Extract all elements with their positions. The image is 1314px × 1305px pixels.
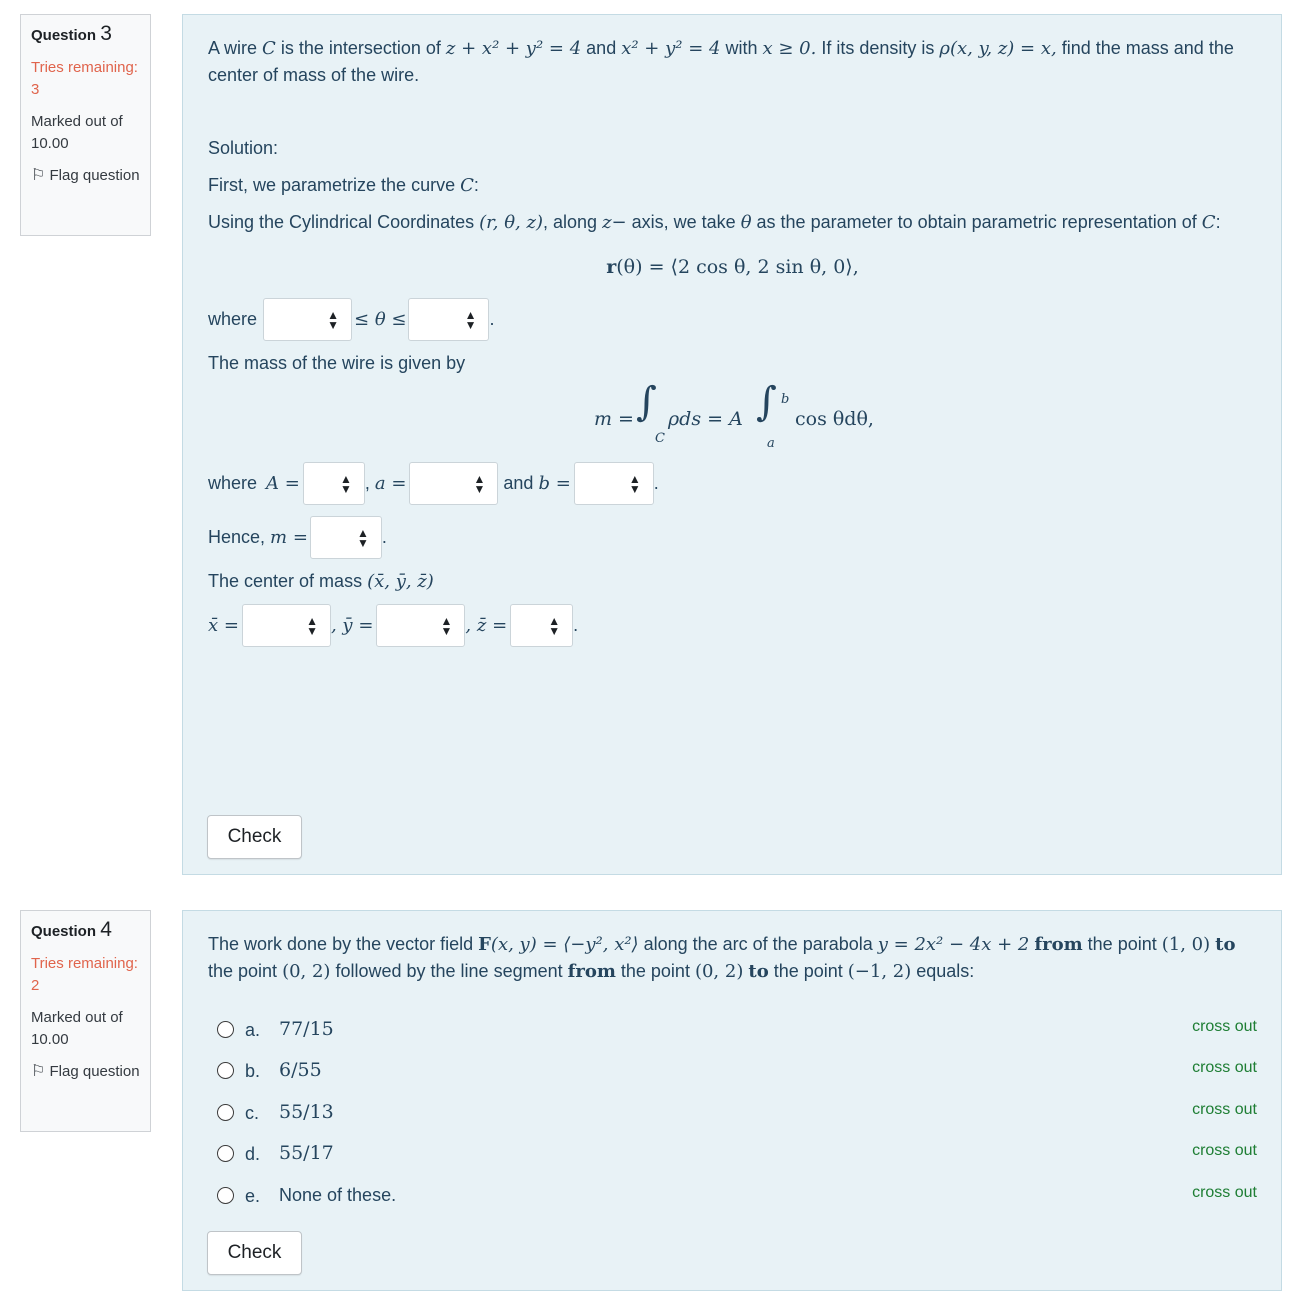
A-select[interactable] — [303, 462, 365, 505]
constants-row: where A = ▲ ▼ , a = ▲ ▼ and b = ▲ ▼ . — [208, 461, 1257, 505]
select-arrows-icon: ▲ ▼ — [628, 471, 641, 496]
select-arrows-icon: ▲ ▼ — [339, 471, 352, 496]
z-bar-select[interactable] — [510, 604, 573, 647]
cross-out-link[interactable]: cross out — [1192, 1142, 1257, 1159]
question-4-content — [182, 910, 1282, 1291]
check-button[interactable]: Check — [207, 1231, 302, 1275]
mass-integral: m = ∫ C ρds = A ∫ b a cos θdθ, — [594, 379, 874, 451]
b-select[interactable] — [574, 462, 654, 505]
parametric-equation: r(θ) = ⟨2 cos θ, 2 sin θ, 0⟩, — [606, 256, 859, 278]
cross-out-link[interactable]: cross out — [1192, 1018, 1257, 1035]
center-of-mass-label: The center of mass (x̄, ȳ, z̄) — [208, 571, 434, 592]
select-arrows-icon: ▲ ▼ — [440, 613, 453, 638]
mass-select[interactable] — [310, 516, 382, 559]
select-arrows-icon: ▲ ▼ — [306, 613, 318, 638]
radio-button[interactable] — [217, 1021, 234, 1038]
radio-button[interactable] — [217, 1145, 234, 1162]
flag-icon: ⚐ — [31, 1063, 46, 1080]
cross-out-link[interactable]: cross out — [1192, 1059, 1257, 1076]
radio-button[interactable] — [217, 1104, 234, 1121]
select-arrows-icon: ▲ ▼ — [327, 307, 340, 332]
cross-out-link[interactable]: cross out — [1192, 1184, 1257, 1201]
select-arrows-icon: ▲ ▼ — [548, 613, 561, 638]
question-number: Question 3 — [31, 22, 112, 45]
cross-out-link[interactable]: cross out — [1192, 1101, 1257, 1118]
radio-button[interactable] — [217, 1062, 234, 1079]
a-select[interactable] — [409, 462, 498, 505]
mass-result-row: Hence, m = ▲ ▼ . — [208, 515, 1257, 559]
select-arrows-icon: ▲ ▼ — [473, 471, 486, 496]
answer-option[interactable]: c. 55/13 cross out — [217, 1098, 1257, 1128]
answer-option[interactable]: e. None of these. cross out — [217, 1181, 1257, 1211]
question-3-info — [20, 14, 151, 236]
center-of-mass-row: x̄ = ▲ ▼ , ȳ = ▲ ▼ , z̄ = ▲ ▼ . — [208, 603, 1257, 647]
flag-label: Flag question — [49, 1063, 140, 1080]
answer-option[interactable]: d. 55/17 cross out — [217, 1139, 1257, 1169]
question-4-info — [20, 910, 151, 1132]
tries-remaining: Tries remaining: 3 — [31, 59, 138, 98]
flag-label: Flag question — [49, 167, 140, 184]
flag-icon: ⚐ — [31, 167, 46, 184]
mass-intro: The mass of the wire is given by — [208, 353, 466, 373]
theta-range-row: where ▲ ▼ ≤ θ ≤ ▲ ▼ . — [208, 297, 1257, 341]
x-bar-select[interactable] — [242, 604, 331, 647]
check-button[interactable]: Check — [207, 815, 302, 859]
question-3-intro: A wire C is the intersection of z + x² + y² = 4 and x² + y² = 4 with x ≥ 0. If its density is ρ(x, y, z) = x, find the mass and the center of mass of the wire. — [208, 38, 1234, 85]
flag-question-link[interactable] — [31, 165, 140, 187]
theta-upper-select[interactable] — [408, 298, 489, 341]
question-3-content — [182, 14, 1282, 875]
select-arrows-icon: ▲ ▼ — [357, 525, 369, 550]
question-4-prompt: The work done by the vector field F(x, y) = ⟨−y², x²⟩ along the arc of the parabola y = 2x² − 4x + 2 from the point (1, 0) to the point (0, 2) followed by the line segment from the point (0, 2) to the point (−1, 2) equals: — [208, 934, 1236, 982]
flag-question-link[interactable] — [31, 1061, 140, 1083]
question-number: Question 4 — [31, 918, 112, 941]
marked-out-of: Marked out of 10.00 — [31, 1009, 123, 1048]
radio-button[interactable] — [217, 1187, 234, 1204]
solution-label: Solution: — [208, 138, 279, 158]
cylindrical-line: Using the Cylindrical Coordinates (r, θ, z), along z− axis, we take θ as the parameter to obtain parametric representation of C: — [208, 212, 1221, 233]
answer-option[interactable]: a. 77/15 cross out — [217, 1015, 1257, 1045]
marked-out-of: Marked out of 10.00 — [31, 113, 123, 152]
y-bar-select[interactable] — [376, 604, 465, 647]
parametrize-line: First, we parametrize the curve C: — [208, 175, 479, 196]
select-arrows-icon: ▲ ▼ — [464, 307, 477, 332]
theta-lower-select[interactable] — [263, 298, 352, 341]
tries-remaining: Tries remaining: 2 — [31, 955, 138, 994]
answer-option[interactable]: b. 6/55 cross out — [217, 1056, 1257, 1086]
